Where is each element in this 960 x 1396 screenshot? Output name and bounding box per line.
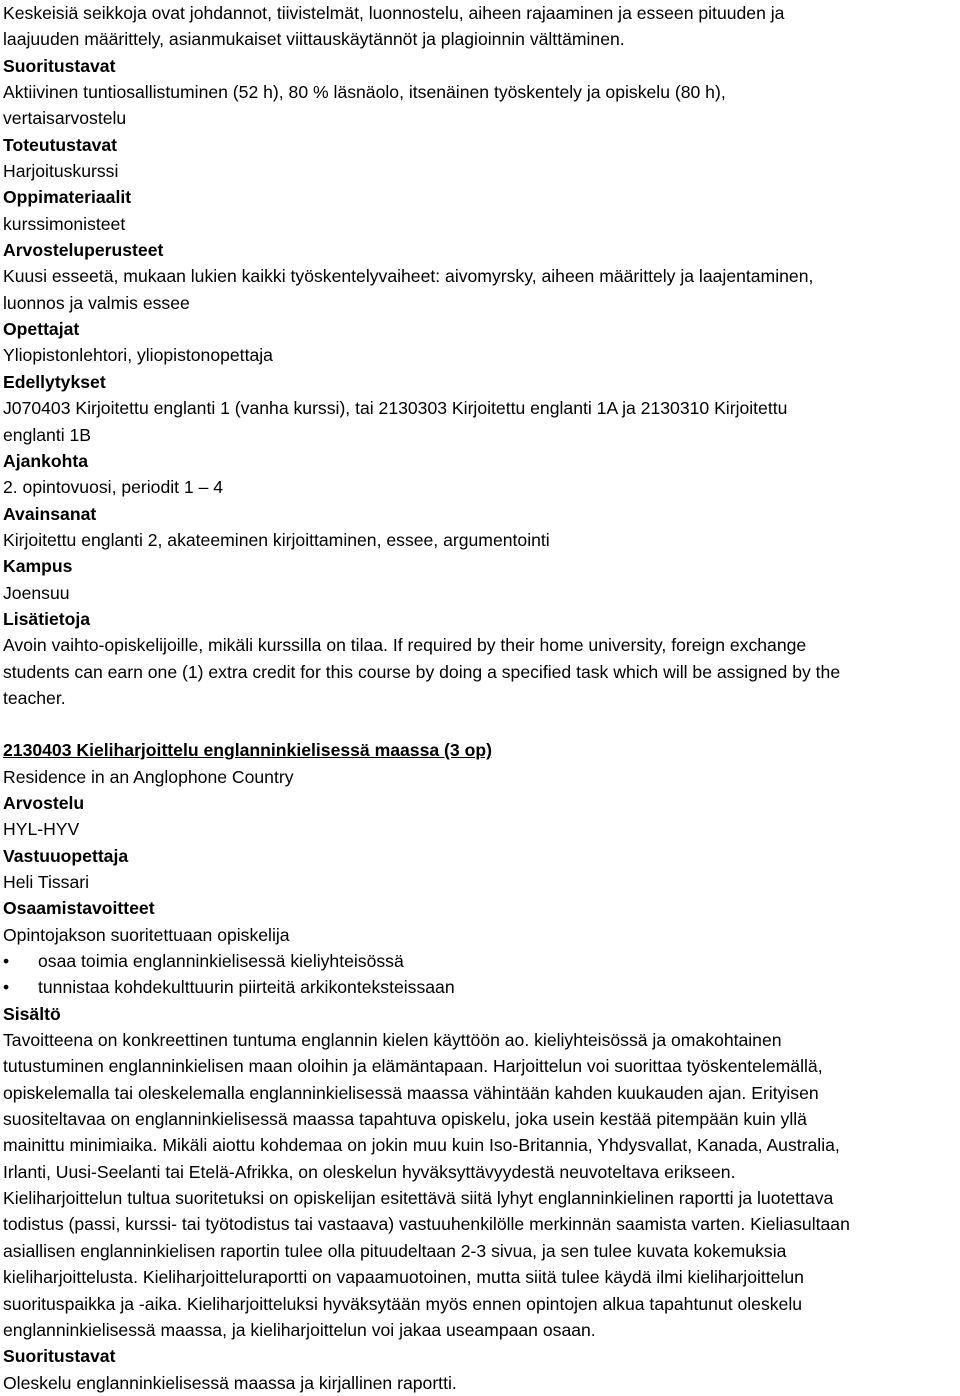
section-heading-avainsanat: Avainsanat xyxy=(3,503,97,524)
section-heading-ajankohta: Ajankohta xyxy=(3,450,89,471)
suoritustavat-text: vertaisarvostelu xyxy=(3,108,127,129)
avainsanat-text: Kirjoitettu englanti 2, akateeminen kirjoittaminen, essee, argumentointi xyxy=(3,529,550,550)
bullet-icon: • xyxy=(3,951,10,972)
lisatietoja-text: teacher. xyxy=(3,687,66,708)
ajankohta-text: 2. opintovuosi, periodit 1 – 4 xyxy=(3,477,224,498)
lisatietoja-text: Avoin vaihto-opiskelijoille, mikäli kurssilla on tilaa. If required by their home university, foreign exchange xyxy=(3,635,807,656)
oppimateriaalit-text: kurssimonisteet xyxy=(3,213,126,234)
list-item-text: osaa toimia englanninkielisessä kieliyhteisössä xyxy=(38,951,404,972)
section-heading-suoritustavat: Suoritustavat xyxy=(3,55,116,76)
section-heading-oppimateriaalit: Oppimateriaalit xyxy=(3,187,132,208)
section-heading-vastuuopettaja: Vastuuopettaja xyxy=(3,845,129,866)
bullet-icon: • xyxy=(3,977,10,998)
section-heading-osaamistavoitteet: Osaamistavoitteet xyxy=(3,898,155,919)
section-heading-opettajat: Opettajat xyxy=(3,319,80,340)
edellytykset-text: englanti 1B xyxy=(3,424,92,445)
sisalto-text: Kieliharjoittelun tultua suoritetuksi on opiskelijan esitettävä siitä lyhyt englanninkielinen raportti ja luotettava xyxy=(3,1188,834,1209)
section-heading-kampus: Kampus xyxy=(3,556,73,577)
sisalto-text: kieliharjoittelusta. Kieliharjoitteluraportti on vapaamuotoinen, mutta siitä tulee käydä ilmi kieliharjoittelun xyxy=(3,1267,804,1288)
arvostelu-text: HYL-HYV xyxy=(3,819,80,840)
osaamistavoitteet-intro: Opintojakson suoritettuaan opiskelija xyxy=(3,924,290,945)
course-title: 2130403 Kieliharjoittelu englanninkielisessä maassa (3 op) xyxy=(3,740,492,761)
sisalto-text: tutustuminen englanninkielisen maan oloihin ja elämäntapaan. Harjoittelun voi suorittaa työskentelemällä, xyxy=(3,1056,823,1077)
kampus-text: Joensuu xyxy=(3,582,70,603)
section-heading-toteutustavat: Toteutustavat xyxy=(3,134,118,155)
list-item xyxy=(3,948,958,974)
sisalto-text: opiskelemalla tai oleskelemalla englanninkielisessä maassa vähintään kahden kuukauden ajan. Erityisen xyxy=(3,1082,819,1103)
intro-text: laajuuden määrittely, asianmukaiset viittauskäytännöt ja plagioinnin välttäminen. xyxy=(3,29,625,50)
edellytykset-text: J070403 Kirjoitettu englanti 1 (vanha kurssi), tai 2130303 Kirjoitettu englanti 1A ja 2130310 Kirjoitettu xyxy=(3,398,788,419)
section-heading-suoritustavat-2: Suoritustavat xyxy=(3,1346,116,1367)
sisalto-text: suositeltavaa on englanninkielisessä maassa tapahtuva opiskelu, joka usein kestää pitempään kuin yllä xyxy=(3,1109,807,1130)
section-heading-sisalto: Sisältö xyxy=(3,1003,61,1024)
sisalto-text: mainittu minimiaika. Mikäli aiottu kohdemaa on jokin muu kuin Iso-Britannia, Yhdysvallat, Kanada, Australia, xyxy=(3,1135,840,1156)
lisatietoja-text: students can earn one (1) extra credit for this course by doing a specified task which will be assigned by the xyxy=(3,661,841,682)
sisalto-text: Irlanti, Uusi-Seelanti tai Etelä-Afrikka, on oleskelun hyväksyttävyydestä neuvoteltava erikseen. xyxy=(3,1161,736,1182)
suoritustavat-2-text: Oleskelu englanninkielisessä maassa ja kirjallinen raportti. xyxy=(3,1372,457,1393)
toteutustavat-text: Harjoituskurssi xyxy=(3,161,119,182)
arvosteluperusteet-text: luonnos ja valmis essee xyxy=(3,292,190,313)
intro-text: Keskeisiä seikkoja ovat johdannot, tiivistelmät, luonnostelu, aiheen rajaaminen ja esseen pituuden ja xyxy=(3,3,785,23)
sisalto-text: Tavoitteena on konkreettinen tuntuma englannin kielen käyttöön ao. kieliyhteisössä ja omakohtainen xyxy=(3,1030,782,1051)
section-heading-arvostelu: Arvostelu xyxy=(3,792,85,813)
arvosteluperusteet-text: Kuusi esseetä, mukaan lukien kaikki työskentelyvaiheet: aivomyrsky, aiheen määrittely ja laajentaminen, xyxy=(3,266,814,287)
vastuuopettaja-text: Heli Tissari xyxy=(3,872,90,892)
sisalto-text: todistus (passi, kurssi- tai työtodistus tai vastaava) vastuuhenkilölle merkinnän saamista varten. Kieliasultaan xyxy=(3,1214,850,1235)
list-item xyxy=(3,974,958,1000)
opettajat-text: Yliopistonlehtori, yliopistonopettaja xyxy=(3,345,273,366)
section-spacer xyxy=(3,711,958,737)
section-heading-arvosteluperusteet: Arvosteluperusteet xyxy=(3,240,164,261)
sisalto-text: englanninkielisessä maassa, ja kieliharjoittelun voi jakaa useampaan osaan. xyxy=(3,1319,596,1340)
sisalto-text: asiallisen englanninkielisen raportin tulee olla pituudeltaan 2-3 sivua, ja sen tulee kuvata kokemuksia xyxy=(3,1240,787,1261)
course-subtitle: Residence in an Anglophone Country xyxy=(3,766,294,787)
section-heading-lisatietoja: Lisätietoja xyxy=(3,608,91,629)
sisalto-text: suorituspaikka ja -aika. Kieliharjoitteluksi hyväksytään myös ennen opintojen alkua tapahtunut oleskelu xyxy=(3,1293,803,1314)
section-heading-edellytykset: Edellytykset xyxy=(3,371,106,392)
suoritustavat-text: Aktiivinen tuntiosallistuminen (52 h), 80 % läsnäolo, itsenäinen työskentely ja opiskelu (80 h), xyxy=(3,82,726,103)
list-item-text: tunnistaa kohdekulttuurin piirteitä arkikonteksteissaan xyxy=(38,977,455,998)
